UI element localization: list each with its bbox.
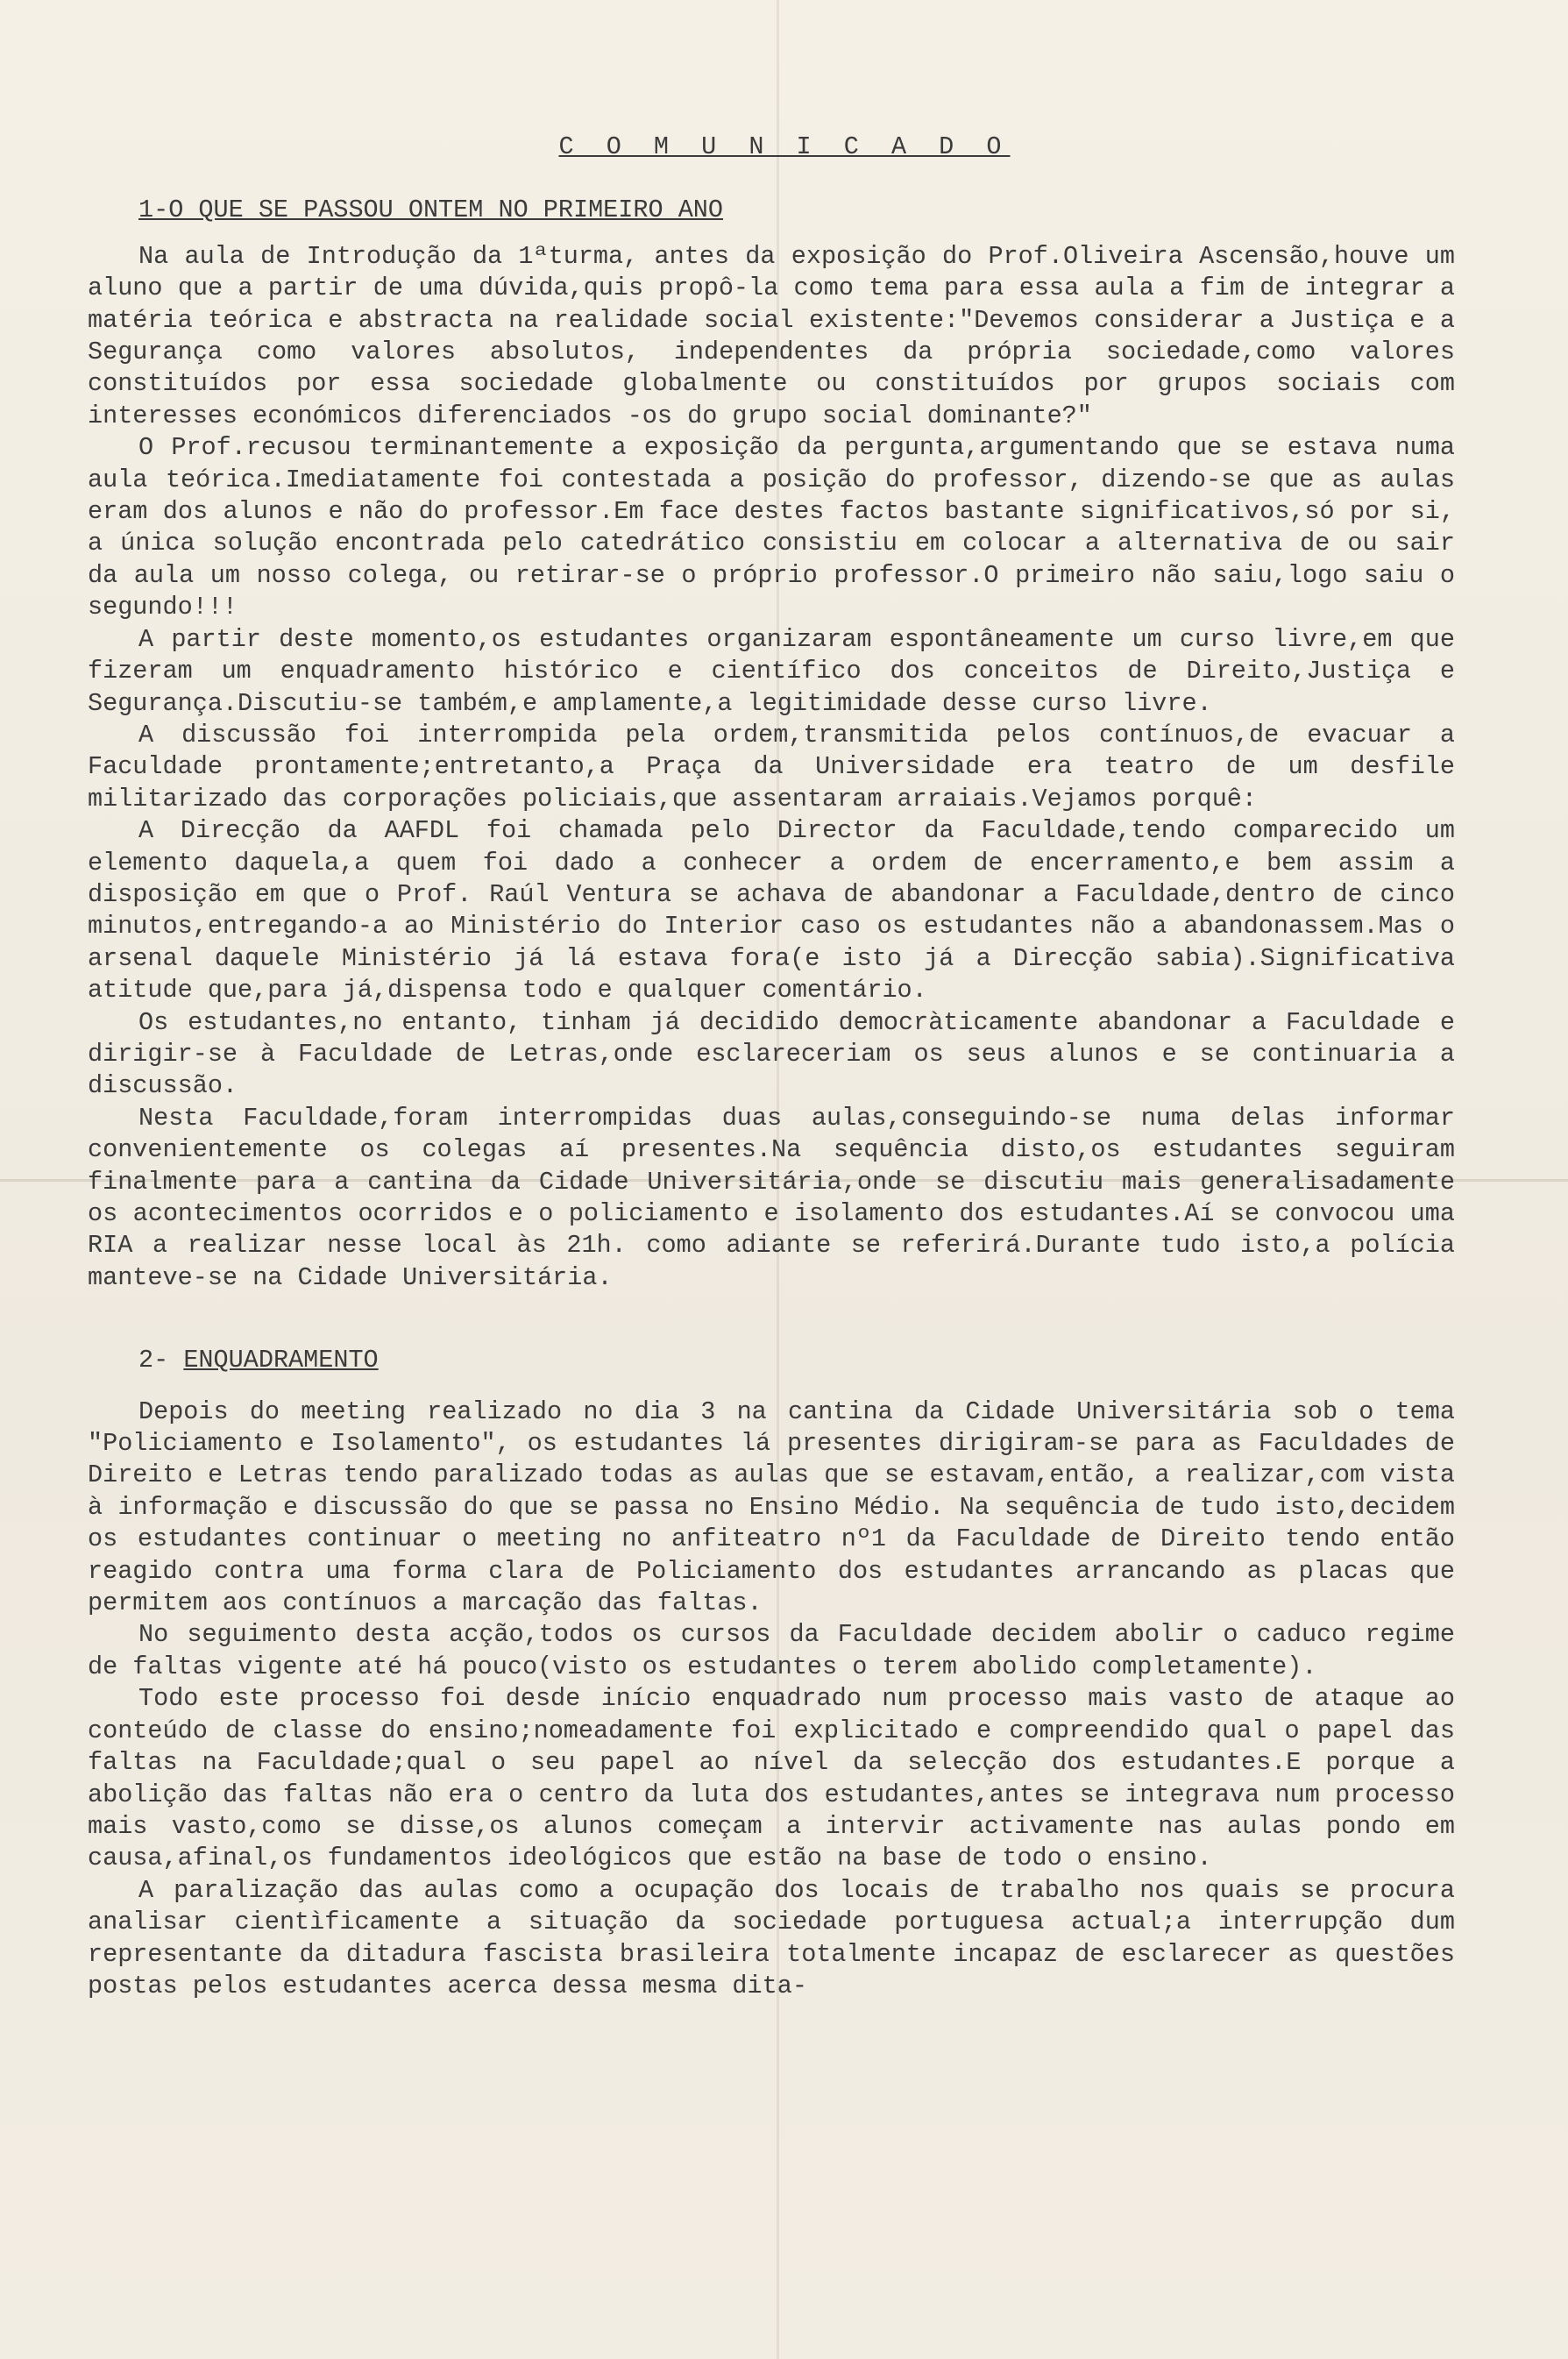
paragraph: A paralização das aulas como a ocupação dos locais de trabalho nos quais se procura analisar cientìficamente a situação da sociedade portuguesa actual;a interrupção dum representante da ditadura fascista brasileira totalmente incapaz de esclarecer as questões postas pelos estudantes acerca dessa mesma dita- <box>88 1875 1471 2000</box>
section-title: ENQUADRAMENTO <box>183 1346 379 1375</box>
section-1-heading: 1-O QUE SE PASSOU ONTEM NO PRIMEIRO ANO <box>138 195 724 225</box>
paragraph: No seguimento desta acção,todos os cursos da Faculdade decidem abolir o caduco regime de faltas vigente até há pouco(visto os estudantes o terem abolido completamente). <box>88 1620 1471 1681</box>
document-title: C O M U N I C A D O <box>558 132 1011 161</box>
paragraph: Todo este processo foi desde início enquadrado num processo mais vasto de ataque ao conteúdo de classe do ensino;nomeadamente foi explicitado e compreendido qual o papel das faltas na Faculdade;qual o seu papel ao nível da selecção dos estudantes.E porque a abolição das faltas não era o centro da luta dos estudantes,antes se integrava num processo mais vasto,como se disse,os alunos começam a intervir activamente nas aulas pondo em causa,afinal,os fundamentos ideológicos que estão na base de todo o ensino. <box>88 1684 1471 1873</box>
paragraph: A Direcção da AAFDL foi chamada pelo Director da Faculdade,tendo comparecido um elemento daquela,a quem foi dado a conhecer a ordem de encerramento,e bem assim a disposição em que o Prof. Raúl Ventura se achava de abandonar a Faculdade,dentro de cinco minutos,entregando-a ao Ministério do Interior caso os estudantes não a abandonassem.Mas o arsenal daquele Ministério já lá estava fora(e isto já a Direcção sabia).Significativa atitude que,para já,dispensa todo e qualquer comentário. <box>88 816 1471 1005</box>
paragraph: Na aula de Introdução da 1ªturma, antes da exposição do Prof.Oliveira Ascensão,houve um aluno que a partir de uma dúvida,quis propô-la como tema para essa aula a fim de integrar a matéria teórica e abstracta na realidade social existente:"Devemos considerar a Justiça e a Segurança como valores absolutos, independentes da própria sociedade,como valores constituídos por essa sociedade globalmente ou constituídos por grupos sociais com interesses económicos diferenciados -os do grupo social dominante?" <box>88 241 1471 430</box>
paragraph: A partir deste momento,os estudantes organizaram espontâneamente um curso livre,em que fizeram um enquadramento histórico e científico dos conceitos de Direito,Justiça e Segurança.Discutiu-se também,e amplamente,a legitimidade desse curso livre. <box>88 624 1471 718</box>
paragraph: Nesta Faculdade,foram interrompidas duas aulas,conseguindo-se numa delas informar convenientemente os colegas aí presentes.Na sequência disto,os estudantes seguiram finalmente para a cantina da Cidade Universitária,onde se discutiu mais generalisadamente os acontecimentos ocorridos e o policiamento e isolamento dos estudantes.Aí se convocou uma RIA a realizar nesse local às 21h. como adiante se referirá.Durante tudo isto,a polícia manteve-se na Cidade Universitária. <box>88 1103 1471 1292</box>
paragraph: A discussão foi interrompida pela ordem,transmitida pelos contínuos,de evacuar a Faculdade prontamente;entretanto,a Praça da Universidade era teatro de um desfile militarizado das corporações policiais,que assentaram arraiais.Vejamos porquê: <box>88 720 1471 814</box>
section-2-heading <box>138 1345 1455 1376</box>
paragraph: O Prof.recusou terminantemente a exposição da pergunta,argumentando que se estava numa aula teórica.Imediatamente foi contestada a posição do professor, dizendo-se que as aulas eram dos alunos e não do professor.Em face destes factos bastante significativos,só por si, a única solução encontrada pelo catedrático consistiu em colocar a alternativa de ou sair da aula um nosso colega, ou retirar-se o próprio professor.O primeiro não saiu,logo saiu o segundo!!! <box>88 433 1471 622</box>
paragraph: Os estudantes,no entanto, tinham já decidido democràticamente abandonar a Faculdade e dirigir-se à Faculdade de Letras,onde esclareceriam os seus alunos e se continuaria a discussão. <box>88 1007 1471 1101</box>
section-number: 2- <box>138 1346 169 1375</box>
document-body <box>88 131 1471 2002</box>
paragraph: Depois do meeting realizado no dia 3 na cantina da Cidade Universitária sob o tema "Policiamento e Isolamento", os estudantes lá presentes dirigiram-se para as Faculdades de Direito e Letras tendo paralizado todas as aulas que se estavam,então, a realizar,com vista à informação e discussão do que se passa no Ensino Médio. Na sequência de tudo isto,decidem os estudantes continuar o meeting no anfiteatro nº1 da Faculdade de Direito tendo então reagido contra uma forma clara de Policiamento dos estudantes arrancando as placas que permitem aos contínuos a marcação das faltas. <box>88 1396 1471 1618</box>
